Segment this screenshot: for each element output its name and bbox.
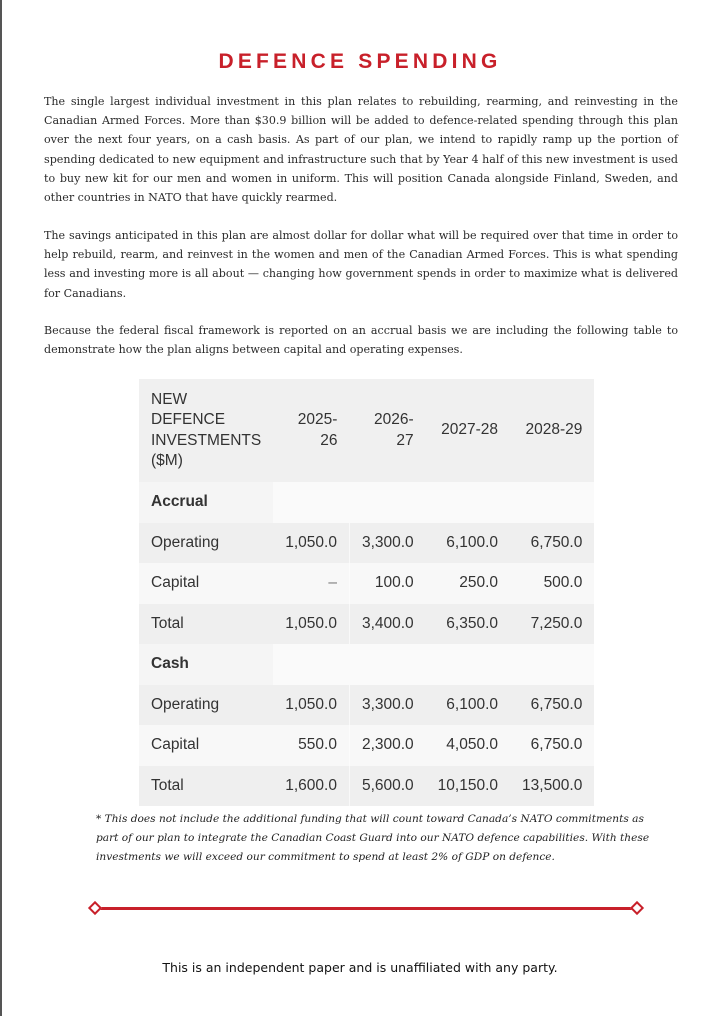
cell-value: 7,250.0 (510, 604, 594, 645)
header-label (139, 379, 273, 482)
section-label: Cash (139, 644, 273, 685)
cell-value: 1,050.0 (273, 523, 349, 564)
diamond-right-icon (630, 901, 644, 915)
cell-value: 10,150.0 (426, 766, 510, 807)
cell-value: 13,500.0 (510, 766, 594, 807)
table-row (139, 725, 594, 766)
header-year-2025-26 (273, 379, 349, 482)
cell-value: 6,350.0 (426, 604, 510, 645)
section-row-accrual (139, 482, 594, 523)
cell-value: 250.0 (426, 563, 510, 604)
page-left-edge (0, 0, 2, 1016)
defence-investments-table (139, 379, 583, 806)
year-line: 2026- (374, 411, 414, 428)
row-label: Capital (139, 725, 273, 766)
paragraph-savings: The savings anticipated in this plan are almost dollar for dollar what will be required over that time in order to help rebuild, rearm, and reinvest in the women and men of the Canadian Armed Forces. This is what spending less and investing more is all about — changing how government spends in order to maximize what is delivered for Canadians. (44, 229, 678, 300)
page-title: DEFENCE SPENDING (218, 50, 502, 73)
cell-value: 3,300.0 (349, 685, 425, 726)
row-label: Total (139, 604, 273, 645)
cell-value: 4,050.0 (426, 725, 510, 766)
header-label-line: NEW (151, 390, 188, 408)
header-label-line: ($M) (151, 452, 183, 469)
cell-value: 3,300.0 (349, 523, 425, 564)
year-line: 2025- (297, 411, 338, 428)
disclaimer-text: This is an independent paper and is unaffiliated with any party. (162, 960, 558, 975)
table-header-row (139, 379, 594, 482)
table-row (139, 563, 594, 604)
header-year-2028-29: 2028-29 (510, 379, 594, 482)
cell-value: 6,750.0 (510, 725, 594, 766)
cell-value: 6,100.0 (426, 685, 510, 726)
cell-value: 3,400.0 (349, 604, 425, 645)
year-line: 26 (320, 431, 338, 449)
cell-value: 100.0 (349, 563, 425, 604)
section-blank (273, 644, 594, 685)
header-label-line: INVESTMENTS (151, 431, 262, 449)
section-row-cash (139, 644, 594, 685)
table-row (139, 604, 594, 645)
table-footnote: * This does not include the additional funding that will count toward Canada’s NATO commitments as part of our plan to integrate the Canadian Coast Guard into our NATO defence capabilities. With these investments we will exceed our commitment to spend at least 2% of GDP on defence. (96, 813, 650, 863)
row-label: Total (139, 766, 273, 807)
row-label: Operating (139, 685, 273, 726)
table-row (139, 766, 594, 807)
cell-value: 1,600.0 (273, 766, 349, 807)
header-year-2027-28: 2027-28 (426, 379, 510, 482)
row-label: Operating (139, 523, 273, 564)
diamond-left-icon (88, 901, 102, 915)
paragraph-accrual-basis: Because the federal fiscal framework is reported on an accrual basis we are including the following table to demonstrate how the plan aligns between capital and operating expenses. (44, 324, 678, 357)
year-line: 27 (396, 431, 414, 449)
cell-value: 1,050.0 (273, 685, 349, 726)
cell-value: 2,300.0 (349, 725, 425, 766)
cell-value: 6,750.0 (510, 685, 594, 726)
divider-line (96, 907, 636, 910)
row-label: Capital (139, 563, 273, 604)
header-label-line: DEFENCE (151, 411, 226, 428)
table-row (139, 685, 594, 726)
cell-value: – (273, 563, 349, 604)
section-divider (88, 900, 644, 916)
section-label: Accrual (139, 482, 273, 523)
cell-value: 6,100.0 (426, 523, 510, 564)
header-year-2026-27 (349, 379, 425, 482)
paragraph-investment: The single largest individual investment in this plan relates to rebuilding, rearming, and reinvesting in the Canadian Armed Forces. More than $30.9 billion will be added to defence-related spending through this plan over the next four years, on a cash basis. As part of our plan, we intend to rapidly ramp up the portion of spending dedicated to new equipment and infrastructure such that by Year 4 half of this new investment is used to buy new kit for our men and women in uniform. This will position Canada alongside Finland, Sweden, and other countries in NATO that have quickly rearmed. (44, 95, 678, 205)
cell-value: 5,600.0 (349, 766, 425, 807)
cell-value: 550.0 (273, 725, 349, 766)
table-row (139, 523, 594, 564)
cell-value: 1,050.0 (273, 604, 349, 645)
section-blank (273, 482, 594, 523)
cell-value: 500.0 (510, 563, 594, 604)
cell-value: 6,750.0 (510, 523, 594, 564)
